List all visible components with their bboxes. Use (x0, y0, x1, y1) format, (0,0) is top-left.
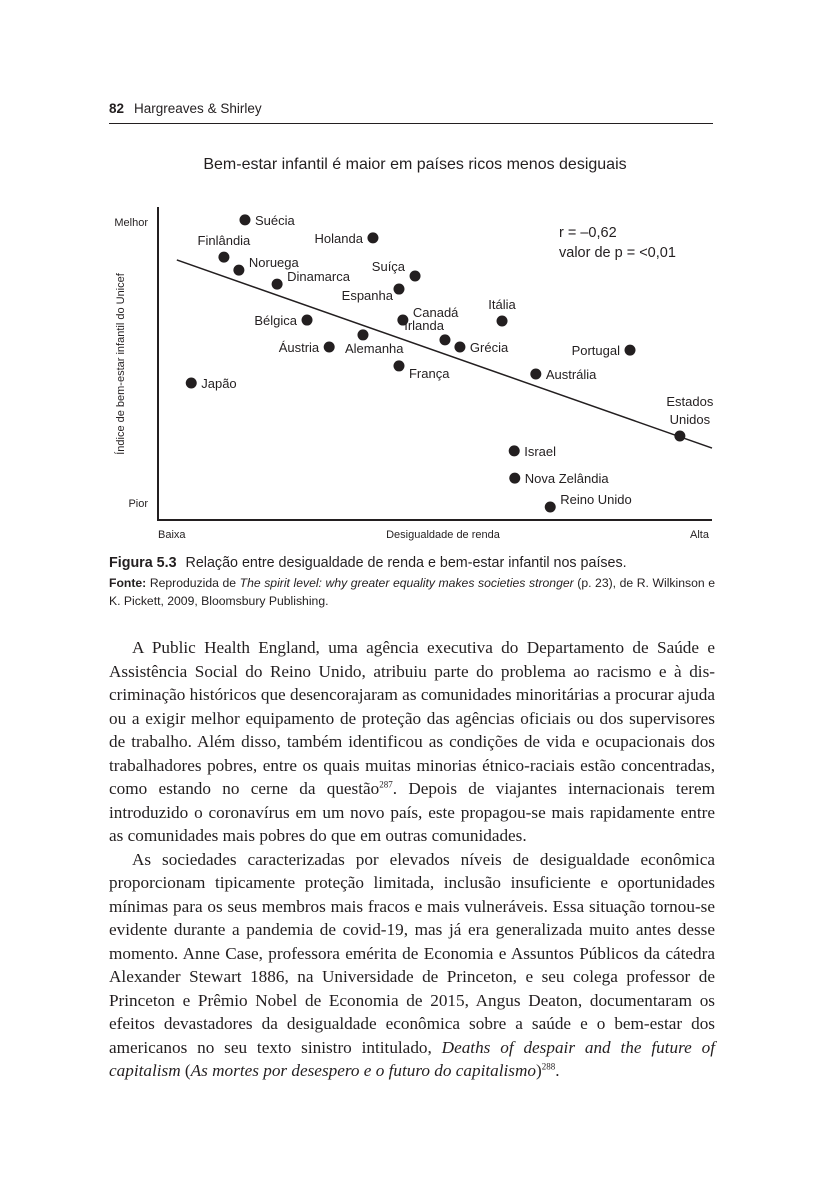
data-point-suecia (239, 214, 250, 225)
data-point-belgica (302, 315, 313, 326)
annotation-r: r = –0,62 (559, 225, 617, 241)
figure-caption-text: Relação entre desigualdade de renda e bem-estar infantil nos países. (185, 555, 627, 571)
data-label-japao: Japão (201, 375, 237, 391)
body-text (109, 636, 715, 1083)
data-point-estados-unidos (674, 430, 685, 441)
source-book-title: The spirit level: why greater equality makes societies stronger (239, 576, 574, 590)
data-label-nova-zelandia: Nova Zelândia (524, 471, 609, 487)
paragraph-2-end: . (555, 1061, 560, 1080)
data-point-holanda (367, 232, 378, 243)
data-label-austria: Áustria (278, 340, 320, 356)
figure-label: Figura 5.3 (109, 555, 177, 571)
data-label-finlandia: Finlândia (197, 233, 251, 249)
data-label-espanha: Espanha (341, 288, 393, 304)
data-label-dinamarca: Dinamarca (287, 269, 350, 285)
data-label-noruega: Noruega (248, 255, 299, 271)
data-label-suecia: Suécia (254, 212, 295, 228)
data-point-australia (530, 368, 541, 379)
data-point-espanha (393, 284, 404, 295)
paragraph-1 (109, 636, 715, 848)
data-label-canada: Canadá (412, 305, 459, 321)
figure-source (109, 575, 715, 610)
paragraph-1-text-end: . Depois de viajantes internacionais terem introduzido o coronavírus em um novo país, este propagou-se mais rapidamente entre as comunidades mais pobres do que em outras comunidades. (109, 779, 715, 845)
data-label-italia: Itália (488, 296, 516, 312)
paren-close: ) (535, 1061, 542, 1080)
data-label-franca: França (408, 365, 450, 381)
data-point-israel (509, 445, 520, 456)
data-point-noruega (233, 265, 244, 276)
data-point-dinamarca (272, 279, 283, 290)
data-point-nova-zelandia (509, 473, 520, 484)
data-point-alemanha (357, 329, 368, 340)
data-label-belgica: Bélgica (254, 313, 298, 329)
data-label-irlanda: Irlanda (404, 317, 444, 333)
figure-caption-line (109, 555, 715, 571)
page-number: 82 (109, 101, 125, 116)
source-pre: Reproduzida de (149, 576, 237, 590)
data-label-portugal: Portugal (571, 343, 621, 359)
source-post: (p. 23), de R. Wilkinson e K. Pickett, 2009, Bloomsbury Publishing. (109, 576, 716, 608)
data-label-reino-unido: Reino Unido (560, 491, 632, 507)
data-point-italia (497, 315, 508, 326)
data-point-irlanda (439, 334, 450, 345)
x-tick-label-low: Baixa (158, 529, 186, 541)
footnote-ref-287[interactable]: 287 (379, 779, 393, 790)
data-point-japao (186, 377, 197, 388)
paragraph-2 (109, 848, 715, 1083)
book-title-en: Deaths of despair and the future of capitalism (109, 1037, 716, 1080)
footnote-ref-288[interactable]: 288 (541, 1061, 556, 1072)
data-label-holanda: Holanda (314, 230, 363, 246)
data-point-austria (324, 342, 335, 353)
source-label: Fonte: (109, 576, 147, 590)
paragraph-2-text: As sociedades caracterizadas por elevados níveis de desigualdade econômica proporcionam tipicamente proteção limitada, inclusão insuficiente e oportunidades mínimas para os seus membros mais fracos e mais vulneráveis. Essa situação tornou-se evidente durante a pandemia de covid-19, mas já era generalizada muito antes desse momento. Anne Case, professora emérita de Economia e Assuntos Públicos da cátedra Alexander Stewart 1886, na Universidade de Princeton, e seu colega professor de Princeton e Prêmio Nobel de Economia de 2015, Angus Deaton, documentaram os efeitos devastadores da desigualdade econômica sobre a saúde e o bem-estar dos americanos no seu texto sinistro intitulado, (109, 849, 715, 1057)
data-label-estados-unidos-line2: Unidos (669, 411, 711, 427)
annotation-p-value: valor de p = <0,01 (559, 245, 676, 261)
y-tick-label-high: Melhor (114, 217, 148, 229)
y-tick-label-low: Pior (128, 498, 148, 510)
paren-open: ( (180, 1061, 191, 1080)
data-label-estados-unidos-line1: Estados (666, 393, 714, 409)
data-label-alemanha: Alemanha (344, 340, 404, 356)
x-tick-label-high: Alta (690, 529, 709, 541)
book-title-pt: As mortes por desespero e o futuro do capitalismo (190, 1061, 536, 1080)
data-point-franca (393, 360, 404, 371)
figure-caption (109, 555, 715, 610)
data-point-finlandia (218, 252, 229, 263)
y-axis-label: Índice de bem-estar infantil do Unicef (115, 273, 127, 455)
data-label-grecia: Grécia (469, 340, 509, 356)
data-point-grecia (454, 342, 465, 353)
data-point-suica (410, 271, 421, 282)
data-point-reino-unido (545, 501, 556, 512)
data-point-portugal (625, 345, 636, 356)
data-label-australia: Austrália (545, 366, 597, 382)
data-label-israel: Israel (524, 443, 557, 459)
x-axis-label: Desigualdade de renda (386, 529, 500, 541)
scatter-chart (0, 0, 814, 550)
running-head-authors: Hargreaves & Shirley (134, 101, 262, 116)
data-label-suica: Suíça (371, 259, 406, 275)
annotations-group (559, 225, 676, 261)
paragraph-1-text: A Public Health England, uma agência executiva do Departamento de Saúde e Assistência Social do Reino Unido, atribuiu parte do problema ao racismo e à discriminação históricos que desencorajaram as comunidades minoritárias a procurar ajuda ou a exigir melhor equipamento de proteção das agências oficiais ou dos supervisores de trabalho. Além disso, também identificou as condições de vida e ocupacionais dos trabalhadores pobres, entre os quais muitas minorias étnico-raciais estão concentradas, como estando no cerne da questão (109, 638, 715, 798)
chart-title-text: Bem-estar infantil é maior em países ricos menos desiguais (203, 156, 627, 173)
